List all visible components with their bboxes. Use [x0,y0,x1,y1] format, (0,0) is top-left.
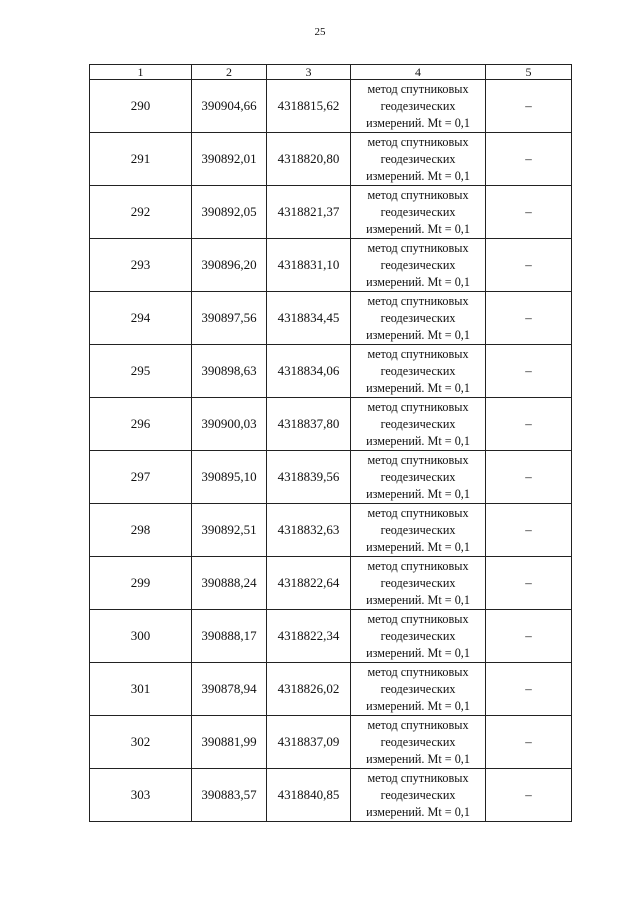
y-coordinate-cell: 4318837,80 [267,398,351,451]
x-coordinate-cell: 390892,05 [192,186,267,239]
x-coordinate-cell: 390892,01 [192,133,267,186]
table-row [90,239,572,292]
point-number-cell: 291 [90,133,192,186]
y-coordinate-cell: 4318822,64 [267,557,351,610]
method-cell: метод спутниковых геодезических измерений. Mt = 0,1 [351,239,486,292]
table-row [90,292,572,345]
x-coordinate-cell: 390900,03 [192,398,267,451]
method-cell: метод спутниковых геодезических измерений. Mt = 0,1 [351,451,486,504]
note-cell: – [486,504,572,557]
y-coordinate-cell: 4318815,62 [267,80,351,133]
method-cell: метод спутниковых геодезических измерений. Mt = 0,1 [351,610,486,663]
table-row [90,557,572,610]
point-number-cell: 295 [90,345,192,398]
note-cell: – [486,345,572,398]
table-row [90,398,572,451]
y-coordinate-cell: 4318826,02 [267,663,351,716]
note-cell: – [486,292,572,345]
y-coordinate-cell: 4318832,63 [267,504,351,557]
coordinates-table [89,64,572,822]
note-cell: – [486,451,572,504]
note-cell: – [486,663,572,716]
method-cell: метод спутниковых геодезических измерений. Mt = 0,1 [351,80,486,133]
y-coordinate-cell: 4318839,56 [267,451,351,504]
note-cell: – [486,133,572,186]
x-coordinate-cell: 390898,63 [192,345,267,398]
note-cell: – [486,186,572,239]
method-cell: метод спутниковых геодезических измерений. Mt = 0,1 [351,557,486,610]
point-number-cell: 294 [90,292,192,345]
table-row [90,345,572,398]
header-row [90,65,572,80]
table-row [90,610,572,663]
note-cell: – [486,769,572,822]
table-row [90,716,572,769]
table-header [90,65,572,80]
table-body [90,80,572,822]
y-coordinate-cell: 4318822,34 [267,610,351,663]
method-cell: метод спутниковых геодезических измерений. Mt = 0,1 [351,504,486,557]
x-coordinate-cell: 390888,24 [192,557,267,610]
method-cell: метод спутниковых геодезических измерений. Mt = 0,1 [351,345,486,398]
point-number-cell: 293 [90,239,192,292]
note-cell: – [486,716,572,769]
method-cell: метод спутниковых геодезических измерений. Mt = 0,1 [351,769,486,822]
table-row [90,663,572,716]
x-coordinate-cell: 390888,17 [192,610,267,663]
y-coordinate-cell: 4318820,80 [267,133,351,186]
table-row [90,80,572,133]
column-header-4: 4 [351,65,486,80]
point-number-cell: 296 [90,398,192,451]
x-coordinate-cell: 390878,94 [192,663,267,716]
point-number-cell: 300 [90,610,192,663]
point-number-cell: 292 [90,186,192,239]
y-coordinate-cell: 4318834,06 [267,345,351,398]
column-header-2: 2 [192,65,267,80]
note-cell: – [486,610,572,663]
page-number: 25 [314,26,326,38]
point-number-cell: 301 [90,663,192,716]
column-header-5: 5 [486,65,572,80]
y-coordinate-cell: 4318834,45 [267,292,351,345]
y-coordinate-cell: 4318831,10 [267,239,351,292]
note-cell: – [486,239,572,292]
column-header-1: 1 [90,65,192,80]
method-cell: метод спутниковых геодезических измерений. Mt = 0,1 [351,292,486,345]
point-number-cell: 303 [90,769,192,822]
x-coordinate-cell: 390897,56 [192,292,267,345]
method-cell: метод спутниковых геодезических измерений. Mt = 0,1 [351,716,486,769]
note-cell: – [486,398,572,451]
method-cell: метод спутниковых геодезических измерений. Mt = 0,1 [351,663,486,716]
table-row [90,504,572,557]
note-cell: – [486,80,572,133]
method-cell: метод спутниковых геодезических измерений. Mt = 0,1 [351,186,486,239]
x-coordinate-cell: 390883,57 [192,769,267,822]
y-coordinate-cell: 4318840,85 [267,769,351,822]
point-number-cell: 297 [90,451,192,504]
point-number-cell: 299 [90,557,192,610]
x-coordinate-cell: 390895,10 [192,451,267,504]
x-coordinate-cell: 390892,51 [192,504,267,557]
x-coordinate-cell: 390904,66 [192,80,267,133]
method-cell: метод спутниковых геодезических измерений. Mt = 0,1 [351,398,486,451]
table-row [90,769,572,822]
note-cell: – [486,557,572,610]
table-row [90,133,572,186]
point-number-cell: 290 [90,80,192,133]
y-coordinate-cell: 4318837,09 [267,716,351,769]
point-number-cell: 302 [90,716,192,769]
table-row [90,451,572,504]
y-coordinate-cell: 4318821,37 [267,186,351,239]
x-coordinate-cell: 390896,20 [192,239,267,292]
column-header-3: 3 [267,65,351,80]
table-row [90,186,572,239]
x-coordinate-cell: 390881,99 [192,716,267,769]
point-number-cell: 298 [90,504,192,557]
method-cell: метод спутниковых геодезических измерений. Mt = 0,1 [351,133,486,186]
